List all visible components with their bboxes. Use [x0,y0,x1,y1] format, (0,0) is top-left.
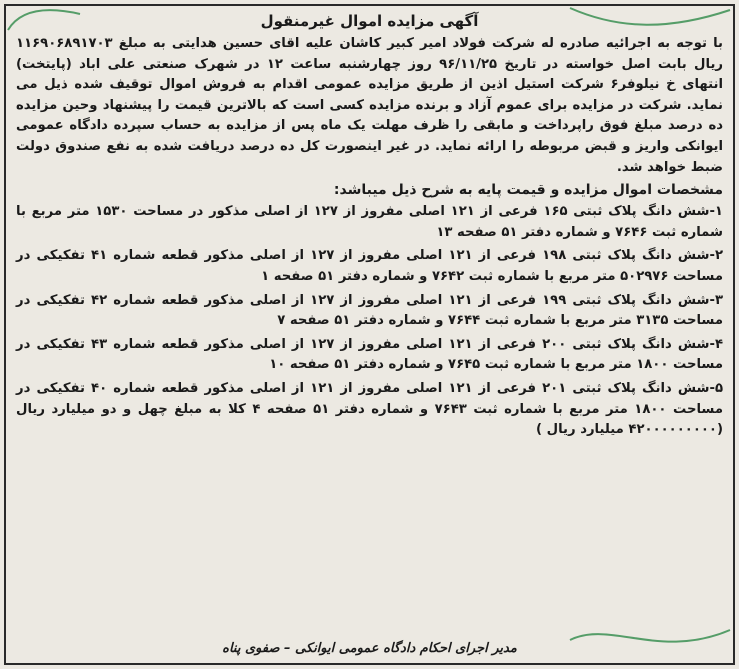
property-item-5: ۵-شش دانگ پلاک ثبتی ۲۰۱ فرعی از ۱۲۱ اصلی مفروز از ۱۲۱ از اصلی مذکور قطعه شماره ۴۰ تفکیکی در مساحت ۱۸۰۰ متر مربع با شماره ثبت ۷۶۴۳ و شماره دفتر ۵۱ صفحه ۴ کلا به مبلغ چهل و دو میلیارد ریال (۴۲۰۰۰۰۰۰۰۰۰ میلیارد ریال ) [16,380,724,438]
signature-line: مدیر اجرای احکام دادگاه عمومی ایوانکی – صفوی پناه [222,641,517,656]
property-item-1: ۱-شش دانگ پلاک ثبتی ۱۶۵ فرعی از ۱۲۱ اصلی مفروز از ۱۲۷ از اصلی مذکور در مساحت ۱۵۳۰ متر مربع با شماره ثبت ۷۶۴۶ و شماره دفتر ۵۱ صفحه ۱۳ [16,204,723,240]
notice-intro-paragraph: با توجه به اجرائیه صادره له شرکت فولاد امیر کبیر کاشان علیه اقای حسین هدایتی به مبلغ ۱۱۶۹۰۶۸۹۱۷۰۳ ریال بابت اصل خواسته در تاریخ ۹۶/۱۱/۲۵ روز چهارشنبه ساعت ۱۲ در شهرک صنعتی علی اباد (پایتخت) انتهای خ نیلوفر۶ شرکت استیل اذین از طریق مزایده عمومی اقدام به فروش اموال توقیف شده ذیل می نماید. شرکت در مزایده برای عموم آزاد و برنده مزایده کسی است که بالاترین قیمت را پیشنهاد وحین مزایده ده درصد مبلغ فوق راپرداخت و مابقی را ظرف مهلت یک ماه پس از مزایده به حساب سپرده دادگاه عمومی ایوانکی واریز و قبض مربوطه را ارائه نماید. در غیر اینصورت کل ده درصد دریافت شده به نفع صندوق دولت ضبط خواهد شد. [16,36,723,175]
specs-heading: مشخصات اموال مزایده و قیمت پایه به شرح ذیل میباشد: [333,182,723,199]
auction-notice [4,4,735,665]
property-item-2: ۲-شش دانگ پلاک ثبتی ۱۹۸ فرعی از ۱۲۱ اصلی مفروز از ۱۲۷ از اصلی مذکور قطعه شماره ۴۱ تفکیکی در مساحت ۵۰۲۹۷۶ متر مربع با شماره ثبت ۷۶۴۲ و شماره دفتر ۵۱ صفحه ۱ [16,248,724,284]
notice-title: آگهی مزایده اموال غیرمنقول [260,12,479,30]
property-item-3: ۳-شش دانگ پلاک ثبتی ۱۹۹ فرعی از ۱۲۱ اصلی مفروز از ۱۲۷ از اصلی مذکور قطعه شماره ۴۲ تفکیکی در مساحت ۳۱۳۵ متر مربع با شماره ثبت ۷۶۴۴ و شماره دفتر ۵۱ صفحه ۷ [16,292,724,329]
property-item-4: ۴-شش دانگ پلاک ثبتی ۲۰۰ فرعی از ۱۲۱ اصلی مفروز از ۱۲۷ از اصلی مذکور قطعه شماره ۴۳ تفکیکی در مساحت ۱۸۰۰ متر مربع با شماره ثبت ۷۶۴۵ و شماره دفتر ۵۱ صفحه ۱۰ [16,336,724,373]
